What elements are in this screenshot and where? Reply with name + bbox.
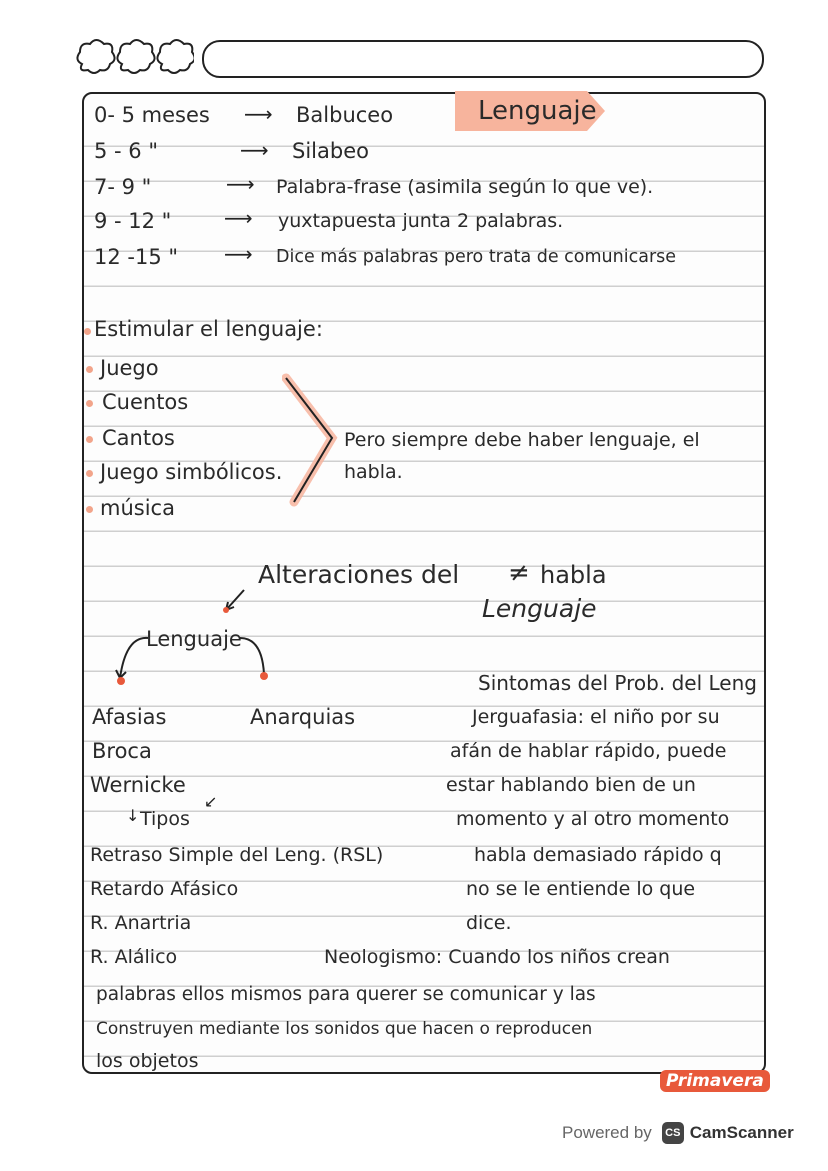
- stimulate-item: Cuentos: [102, 390, 189, 414]
- milestone-stage: Silabeo: [292, 139, 369, 163]
- bullet: [86, 470, 93, 477]
- arrow-icon: ⟶: [240, 138, 269, 162]
- camscanner-name: CamScanner: [689, 1123, 794, 1142]
- alterations-habla: habla: [540, 561, 607, 589]
- stimulate-note-line1: [344, 424, 744, 488]
- stimulate-item: música: [100, 496, 175, 520]
- powered-by-text: Powered by: [562, 1123, 652, 1142]
- afasias-item: Broca: [92, 739, 152, 763]
- symptoms-line: dice.: [466, 912, 512, 934]
- tipos-label: Tipos: [140, 808, 190, 830]
- cloud-icon: [77, 40, 114, 73]
- alterations-title: Alteraciones del: [258, 560, 460, 589]
- bullet: [86, 400, 93, 407]
- milestone-age: 12 -15 ": [94, 245, 179, 269]
- header-title-box: [202, 40, 764, 78]
- branch-label: Lenguaje: [146, 627, 242, 651]
- afasias-item: Wernicke: [90, 773, 186, 797]
- stimulate-item: Juego: [100, 356, 159, 380]
- camscanner-icon: CS: [662, 1122, 684, 1144]
- brand-logo: Primavera: [660, 1070, 770, 1092]
- cloud-icon: [157, 40, 194, 73]
- symptoms-line: afán de hablar rápido, puede: [450, 740, 727, 762]
- stimulate-title: Estimular el lenguaje:: [94, 317, 323, 341]
- stimulate-item: Juego simbólicos.: [100, 460, 283, 484]
- down-arrow-icon: ↓: [126, 806, 140, 825]
- milestone-stage: Palabra-frase (asimila según lo que ve).: [276, 176, 654, 198]
- cloud-icon: [117, 40, 154, 73]
- neologism-lead: Neologismo: Cuando los niños crean: [324, 946, 670, 968]
- arrow-icon: ↙: [204, 792, 218, 811]
- milestone-age: 5 - 6 ": [94, 139, 158, 163]
- milestone-stage: Balbuceo: [296, 103, 394, 127]
- afasias-item: Afasias: [92, 705, 167, 729]
- milestone-age: 0- 5 meses: [94, 103, 210, 127]
- stimulate-note: Pero siempre debe haber lenguaje, el habla.: [344, 429, 700, 483]
- symptoms-line: Jerguafasia: el niño por su: [472, 706, 720, 728]
- type-item: Retardo Afásico: [90, 878, 239, 900]
- neologism-line: Construyen mediante los sonidos que hacen o reproducen: [96, 1019, 593, 1039]
- milestone-stage: Dice más palabras pero trata de comunicarse: [276, 247, 677, 267]
- milestone-stage: yuxtapuesta junta 2 palabras.: [278, 210, 564, 232]
- bullet: [86, 506, 93, 513]
- neologism-line: palabras ellos mismos para querer se comunicar y las: [96, 984, 596, 1005]
- stimulate-item: Cantos: [102, 426, 175, 450]
- bullet: [86, 436, 93, 443]
- arrow-icon: ⟶: [226, 172, 255, 196]
- cloud-icons: [72, 36, 194, 76]
- milestone-age: 9 - 12 ": [94, 209, 172, 233]
- alterations-lenguaje: Lenguaje: [482, 594, 597, 623]
- scanner-watermark: [562, 1122, 794, 1144]
- type-item: R. Anartria: [90, 912, 192, 934]
- bullet: [86, 366, 93, 373]
- type-item: R. Alálico: [90, 946, 178, 968]
- symptoms-line: habla demasiado rápido q: [474, 844, 722, 866]
- milestone-age: 7- 9 ": [94, 175, 152, 199]
- anarquias-label: Anarquias: [250, 705, 356, 729]
- symptoms-line: momento y al otro momento: [456, 808, 730, 830]
- neologism-line: los objetos: [96, 1050, 199, 1072]
- bullet: [84, 328, 91, 335]
- arrow-icon: ⟶: [224, 206, 253, 230]
- symptoms-line: no se le entiende lo que: [466, 878, 696, 900]
- arrow-icon: ⟶: [224, 242, 253, 266]
- page-title: Lenguaje: [478, 96, 597, 126]
- symptoms-line: estar hablando bien de un: [446, 774, 696, 796]
- neq-symbol: ≠: [508, 558, 530, 588]
- arrow-icon: ⟶: [244, 102, 273, 126]
- brace-icon: [282, 372, 342, 512]
- symptoms-title: Sintomas del Prob. del Leng: [478, 671, 757, 695]
- type-item: Retraso Simple del Leng. (RSL): [90, 844, 384, 866]
